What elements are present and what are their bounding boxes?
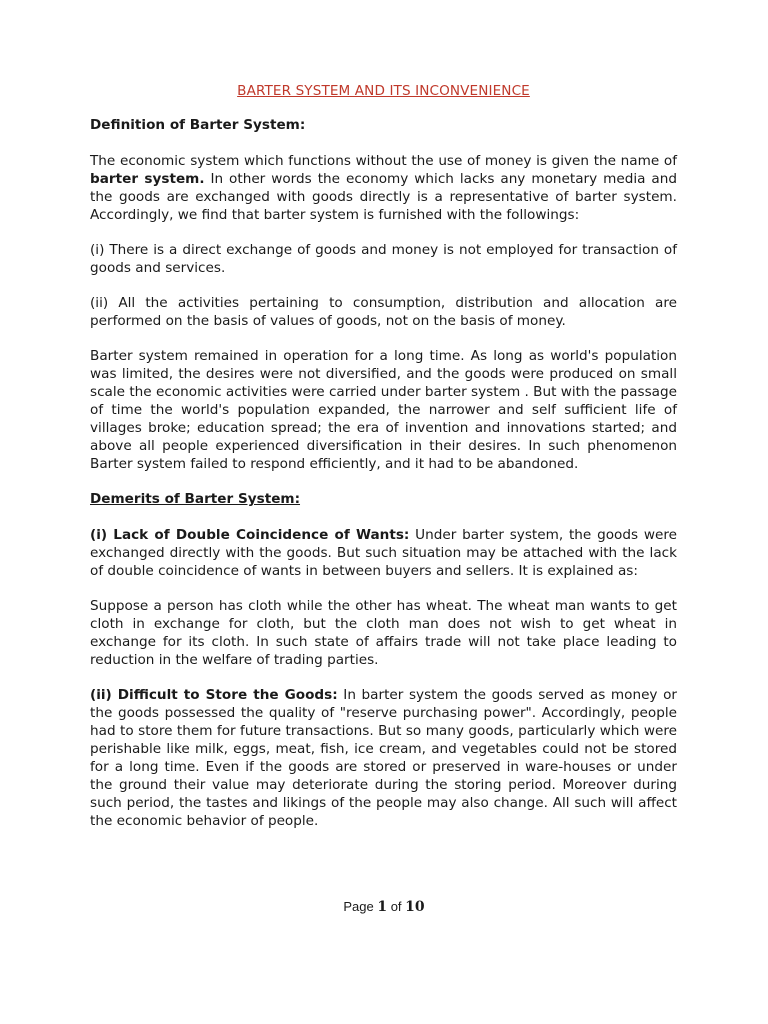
- demerit-1-title: (i) Lack of Double Coincidence of Wants:: [90, 527, 410, 543]
- demerits-heading: Demerits of Barter System:: [90, 491, 301, 507]
- paragraph-history: Barter system remained in operation for a long time. As long as world's population was limited, the desires were not diversified, and the goods were produced on small scale the economic activities were carried under barter system . But with the passage of time the world's population expanded, the narrower and self sufficient life of villages broke; education spread; the era of invention and innovations started; and above all people experienced diversification in their desires. In such phenomenon Barter system failed to respond efficiently, and it had to be abandoned.: [90, 348, 677, 472]
- paragraph-example: Suppose a person has cloth while the other has wheat. The wheat man wants to get cloth in exchange for cloth, but the cloth man does not wish to get wheat in exchange for its cloth. In such state of affairs trade will not take place leading to reduction in the welfare of trading parties.: [90, 598, 677, 668]
- demerit-2-title: (ii) Difficult to Store the Goods:: [90, 687, 338, 703]
- paragraph-feature-2: (ii) All the activities pertaining to consumption, distribution and allocation are performed on the basis of values of goods, not on the basis of money.: [90, 295, 677, 329]
- bold-term: barter system.: [90, 171, 205, 187]
- of-word: of: [390, 899, 402, 914]
- page-footer: [0, 899, 768, 915]
- paragraph-text: In other words the economy which lacks any monetary media and the goods are exchanged with goods directly is a representative of barter system. Accordingly, we find that barter system is furnished with the followings:: [90, 171, 677, 223]
- page-word: Page: [343, 899, 374, 914]
- paragraph-demerit-1: [90, 526, 677, 580]
- paragraph-text: Under barter system, the goods were exchanged directly with the goods. But such situation may be attached with the lack of double coincidence of wants in between buyers and sellers. It is explained as:: [90, 527, 677, 579]
- paragraph-demerit-2: [90, 686, 677, 830]
- paragraph-feature-1: (i) There is a direct exchange of goods and money is not employed for transaction of goods and services.: [90, 242, 677, 276]
- paragraph-text: The economic system which functions without the use of money is given the name of: [90, 153, 677, 169]
- current-page-number: 1: [377, 899, 388, 915]
- document-page: [90, 82, 677, 830]
- definition-heading: Definition of Barter System:: [90, 117, 306, 133]
- total-page-count: 10: [405, 899, 425, 915]
- paragraph-text: In barter system the goods served as money or the goods possessed the quality of "reserve purchasing power". Accordingly, people had to store them for future transactions. But so many goods, particularly which were perishable like milk, eggs, meat, fish, ice cream, and vegetables could not be stored for a long time. Even if the goods are stored or preserved in ware-houses or under the ground their value may deteriorate during the storing period. Moreover during such period, the tastes and likings of the people may also change. All such will affect the economic behavior of people.: [90, 687, 677, 829]
- paragraph-definition: [90, 152, 677, 224]
- document-title: BARTER SYSTEM AND ITS INCONVENIENCE: [237, 83, 530, 99]
